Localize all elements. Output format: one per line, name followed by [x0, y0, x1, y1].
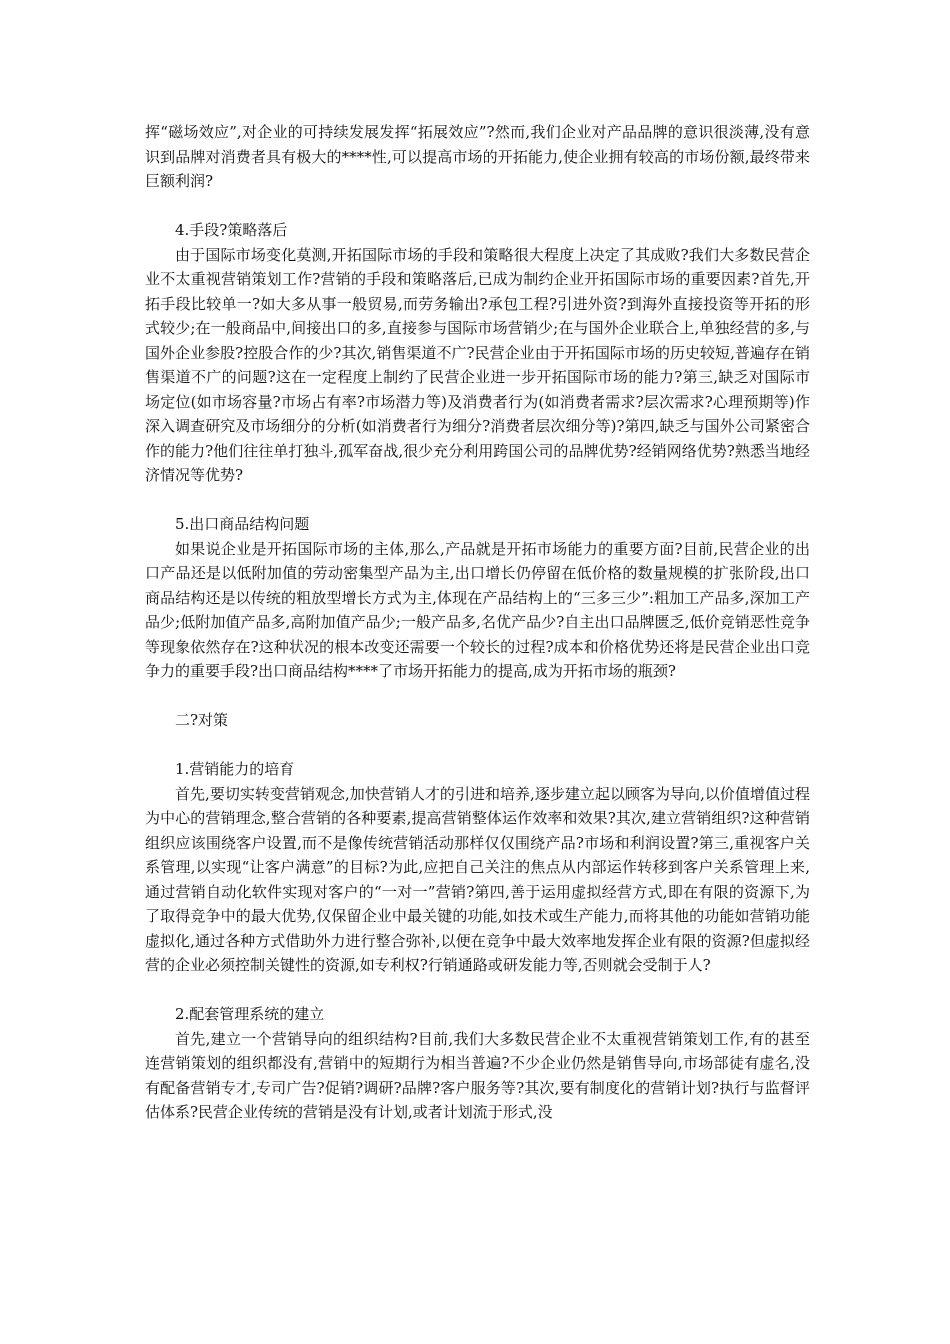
section-2-1-heading: 1.营销能力的培育 — [175, 760, 295, 778]
section-2-2-paragraph: 首先,建立一个营销导向的组织结构?目前,我们大多数民营企业不太重视营销策划工作,有的甚至连营销策划的组织都没有,营销中的短期行为相当普遍?不少企业仍然是销售导向,市场部徒有虚名,没有配备营销专才,专司广告?促销?调研?品牌?客户服务等?其次,要有制度化的营销计划?执行与监督评估体系?民营企业传统的营销是没有计划,或者计划流于形式,没 — [145, 1029, 810, 1121]
section-2-2-heading: 2.配套管理系统的建立 — [175, 1005, 325, 1023]
document-page — [145, 120, 810, 1149]
intro-section — [145, 120, 810, 194]
intro-paragraph: 挥“磁场效应”,对企业的可持续发展发挥“拓展效应”?然而,我们企业对产品品牌的意识很淡薄,没有意识到品牌对消费者具有极大的****性,可以提高市场的开拓能力,使企业拥有较高的市场份额,最终带来巨额利润? — [145, 123, 810, 190]
section-5-paragraph: 如果说企业是开拓国际市场的主体,那么,产品就是开拓市场能力的重要方面?目前,民营企业的出口产品还是以低附加值的劳动密集型产品为主,出口增长仍停留在低价格的数量规模的扩张阶段,出口商品结构还是以传统的粗放型增长方式为主,体现在产品结构上的“三多三少”:粗加工产品多,深加工产品少;低附加值产品多,高附加值产品少;一般产品多,名优产品少?自主出口品牌匮乏,低价竞销恶性竞争等现象依然存在?这种状况的根本改变还需要一个较长的过程?成本和价格优势还将是民营企业出口竞争力的重要手段?出口商品结构****了市场开拓能力的提高,成为开拓市场的瓶颈? — [145, 539, 810, 680]
countermeasures-heading: 二?对策 — [175, 711, 229, 729]
section-2-1-paragraph: 首先,要切实转变营销观念,加快营销人才的引进和培养,逐步建立起以顾客为导向,以价值增值过程为中心的营销理念,整合营销的各种要素,提高营销整体运作效率和效果?其次,建立营销组织?这种营销组织应该围绕客户设置,而不是像传统营销活动那样仅仅围绕产品?市场和利润设置?第三,重视客户关系管理,以实现“让客户满意”的目标?为此,应把自己关注的焦点从内部运作转移到客户关系管理上来,通过营销自动化软件实现对客户的“一对一”营销?第四,善于运用虚拟经营方式,即在有限的资源下,为了取得竞争中的最大优势,仅保留企业中最关键的功能,如技术或生产能力,而将其他的功能如营销功能虚拟化,通过各种方式借助外力进行整合弥补,以便在竞争中最大效率地发挥企业有限的资源?但虚拟经营的企业必须控制关键性的资源,如专利权?行销通路或研发能力等,否则就会受制于人? — [145, 784, 810, 974]
section-4-paragraph: 由于国际市场变化莫测,开拓国际市场的手段和策略很大程度上决定了其成败?我们大多数民营企业不太重视营销策划工作?营销的手段和策略落后,已成为制约企业开拓国际市场的重要因素?首先,开拓手段比较单一?如大多从事一般贸易,而劳务输出?承包工程?引进外资?到海外直接投资等开拓的形式较少;在一般商品中,间接出口的多,直接参与国际市场营销少;在与国外企业联合上,单独经营的多,与国外企业参股?控股合作的少?其次,销售渠道不广?民营企业由于开拓国际市场的历史较短,普遍存在销售渠道不广的问题?这在一定程度上制约了民营企业进一步开拓国际市场的能力?第三,缺乏对国际市场定位(如市场容量?市场占有率?市场潜力等)及消费者行为(如消费者需求?层次需求?心理预期等)作深入调查研究及市场细分的分析(如消费者行为细分?消费者层次细分等)?第四,缺乏与国外公司紧密合作的能力?他们往往单打独斗,孤军奋战,很少充分利用跨国公司的品牌优势?经销网络优势?熟悉当地经济情况等优势? — [145, 245, 810, 484]
section-4 — [145, 218, 810, 488]
section-countermeasures — [145, 708, 810, 733]
section-2-1 — [145, 757, 810, 978]
section-5-heading: 5.出口商品结构问题 — [175, 515, 310, 533]
section-5 — [145, 512, 810, 684]
section-4-heading: 4.手段?策略落后 — [175, 221, 288, 239]
section-2-2 — [145, 1002, 810, 1125]
